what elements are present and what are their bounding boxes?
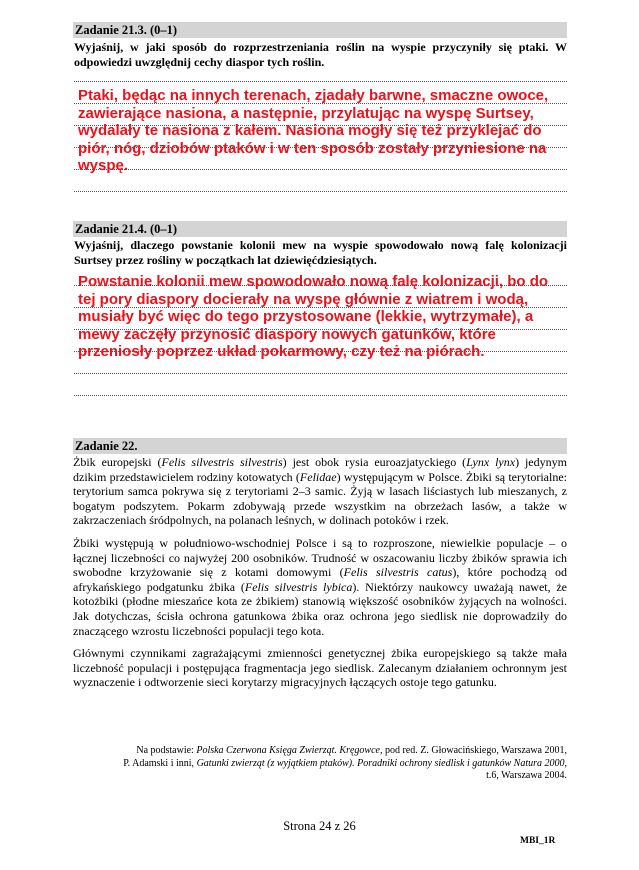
task-22-text xyxy=(73,455,567,698)
task-21-3-header: Zadanie 21.3. (0–1) xyxy=(73,22,567,38)
answer-line xyxy=(74,395,567,396)
page-number: Strona 24 z 26 xyxy=(283,819,356,833)
paragraph-1: Żbik europejski (Felis silvestris silvestris) jest obok rysia euroazjatyckiego (Lynx lynx) jedynym dzikim przedstawicielem rodziny kotowatych (Felidae) występującym w Polsce. Żbiki są terytorialne: terytorium samca pokrywa się z terytoriami 2–3 samic. Żyją w lasach liściastych lub mieszanych, z bogatym podszytem. Pokarm zdobywają przede wszystkim na obrzeżach lasów, a także w zakrzaczeniach śródpolnych, na polanach leśnych, w dolinach potoków i rzek. xyxy=(73,455,567,528)
answer-line xyxy=(74,191,567,192)
paragraph-2: Żbiki występują w południowo-wschodniej Polsce i są to rozproszone, niewielkie populacje – o łącznej liczebności co najwyżej 200 osobników. Trudność w oszacowaniu liczby żbików sprawia ich swobodne krzyżowanie się z kotami domowymi (Felis silvestris catus), które pochodzą od afrykańskiego podgatunku żbika (Felis silvestris lybica). Niektórzy naukowcy uważają nawet, że kotożbiki (płodne mieszańce kota ze żbikiem) stanowią większość osobników żyjących na wolności. Jak dotychczas, ścisła ochrona gatunkowa żbika oraz ochrona jego siedlisk nie doprowadziły do znaczącego wzrostu liczebności populacji tego kota. xyxy=(73,535,568,638)
task-21-3-question: Wyjaśnij, w jaki sposób do rozprzestrzeniania roślin na wyspie przyczyniły się ptaki. W odpowiedzi uwzględnij cechy diaspor tych roślin. xyxy=(74,40,567,69)
paragraph-3: Głównymi czynnikami zagrażającymi zmienności genetycznej żbika europejskiego są także mała liczebność populacji i postępująca fragmentacja jego siedlisk. Zalecanym działaniem ochronnym jest wyznaczenie i odtworzenie sieci korytarzy migracyjnych łączących ostoje tego gatunku. xyxy=(73,646,567,690)
exam-code: MBI_1R xyxy=(520,836,556,846)
task-22-header: Zadanie 22. xyxy=(73,438,567,454)
citation: Na podstawie: Polska Czerwona Księga Zwierząt. Kręgowce, pod red. Z. Głowacińskiego, Warszawa 2001, P. Adamski i inni, Gatunki zwierząt (z wyjątkiem ptaków). Poradniki ochrony siedlisk i gatunków Natura 2000, t.6, Warszawa 2004. xyxy=(123,745,567,782)
task-21-4-question: Wyjaśnij, dlaczego powstanie kolonii mew na wyspie spowodowało nową falę kolonizacji Surtsey przez rośliny w początkach lat dziewięćdziesiątych. xyxy=(74,238,567,267)
task-21-3-answer: Ptaki, będąc na innych terenach, zjadały barwne, smaczne owoce, zawierające nasiona, a następnie, przylatując na wyspę Surtsey, wydalały te nasiona z kałem. Nasiona mogły się też przyklejać do piór, nóg, dziobów ptaków i w ten sposób zostały przyniesione na wyspę. xyxy=(78,87,549,175)
answer-line xyxy=(74,373,567,374)
task-21-4-answer: Powstanie kolonii mew spowodowało nową falę kolonizacji, bo do tej pory diaspory docierały na wyspę głównie z wiatrem i wodą, musiały być więc do tego przystosowane (lekkie, wytrzymałe), a mewy zaczęły przynosić diaspory nowych gatunków, które przeniosły poprzez układ pokarmowy, czy też na piórach. xyxy=(78,273,549,361)
answer-line xyxy=(74,81,567,82)
task-21-4-header: Zadanie 21.4. (0–1) xyxy=(73,221,567,237)
